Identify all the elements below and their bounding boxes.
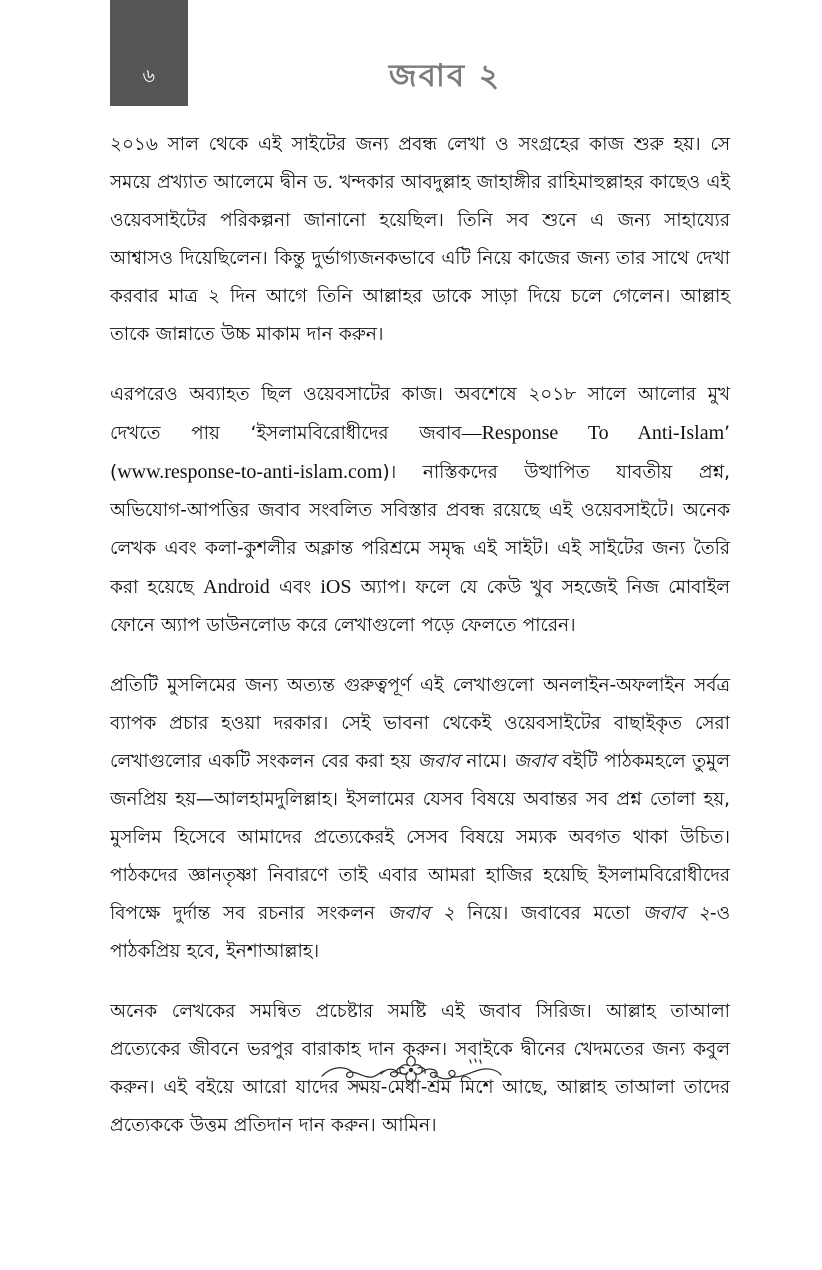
page-number: ৬ xyxy=(142,66,156,87)
text-run-bn: ’ ( xyxy=(110,423,731,483)
folio-block xyxy=(110,0,188,106)
text-run-latin: Android xyxy=(203,576,270,598)
text-run-bn: এরপরেও অব্যাহত ছিল ওয়েবসাটের কাজ। অবশেষে ২০১৮ সালে আলোর মুখ দেখতে পায় ‘ইসলামবিরোধীদের জবাব xyxy=(110,384,730,444)
text-run-bn: বইটি পাঠকমহলে তুমুল জনপ্রিয় হয়—আলহামদুলিল্লাহ। ইসলামের যেসব বিষয়ে অবান্তর সব প্রশ্ন তোলা হয়, মুসলিম হিসেবে আমাদের প্রত্যেকেরই সেসব বিষয়ে সম্যক অবগত থাকা উচিত। পাঠকদের জ্ঞানতৃষ্ণা নিবারণে তাই এবার আমরা হাজির হয়েছি ইসলামবিরোধীদের বিপক্ষে দুর্দান্ত সব রচনার সংকলন xyxy=(110,751,730,924)
text-run-latin: —Response To Anti-Islam xyxy=(461,422,725,444)
paragraph-3 xyxy=(110,667,730,971)
running-title-text: জবাব ২ xyxy=(388,58,502,94)
text-run-bn: প্রতিটি মুসলিমের জন্য অত্যন্ত গুরুত্বপূর্ণ এই লেখাগুলো অনলাইন-অফলাইন সর্বত্র ব্যাপক প্রচার হওয়া দরকার। সেই ভাবনা থেকেই ওয়েবসাইটের বাছাইকৃত সেরা লেখাগুলোর একটি সংকলন বের করা হয় xyxy=(110,675,730,772)
text-run-bn: ২০১৬ সাল থেকে এই সাইটের জন্য প্রবন্ধ লেখা ও সংগ্রহের কাজ শুরু হয়। সে সময়ে প্রখ্যাত আলেমে দ্বীন ড. খন্দকার আবদুল্লাহ জাহাঙ্গীর রাহিমাহুল্লাহর কাছেও এই ওয়েবসাইটের পরিকল্পনা জানানো হয়েছিল। তিনি সব শুনে এ জন্য সাহায্যের আশ্বাসও দিয়েছিলেন। কিন্তু দুর্ভাগ্যজনকভাবে এটি নিয়ে কাজের জন্য তার সাথে দেখা করবার মাত্র ২ দিন আগে তিনি আল্লাহর ডাকে সাড়া দিয়ে চলে গেলেন। আল্লাহ তাকে জান্নাতে উচ্চ মাকাম দান করুন। xyxy=(110,134,730,345)
text-run-bn-italic: জবাব xyxy=(513,751,556,772)
text-run-bn: -ও পাঠকপ্রিয় হবে, ইনশাআল্লাহ। xyxy=(110,903,731,962)
text-run-bn: নামে। xyxy=(459,751,514,772)
paragraph-1 xyxy=(110,126,730,354)
running-title xyxy=(300,0,590,106)
page-header xyxy=(0,0,822,106)
text-run-bn-italic: জবাব xyxy=(417,751,460,772)
body-text-column xyxy=(110,126,730,1145)
text-run-latin: www.response-to-anti-islam.com xyxy=(117,461,383,483)
section-divider xyxy=(0,1042,822,1098)
text-run-bn: অনেক লেখকের সমন্বিত প্রচেষ্টার সমষ্টি এই জবাব সিরিজ। আল্লাহ তাআলা প্রত্যেকের জীবনে ভরপুর বারাকাহ দান করুন। সবাইকে দ্বীনের খেদমতের জন্য কবুল করুন। এই বইয়ে আরো যাদের সময়-মেধা-শ্রম মিশে আছে, আল্লাহ তাআলা তাদের প্রত্যেককে উত্তম প্রতিদান দান করুন। আমিন। xyxy=(110,1001,730,1136)
text-run-bn: নিয়ে। জবাবের মতো xyxy=(454,903,643,924)
text-run-bn: এবং xyxy=(269,577,321,598)
text-run-bn: অ্যাপ। ফলে যে কেউ খুব সহজেই নিজ মোবাইল ফোনে অ্যাপ ডাউনলোড করে লেখাগুলো পড়ে ফেলতে পারেন। xyxy=(110,577,730,636)
text-run-latin: iOS xyxy=(320,576,352,598)
text-run-bn: )। নাস্তিকদের উত্থাপিত যাবতীয় প্রশ্ন, অভিযোগ-আপত্তির জবাব সংবলিত সবিস্তার প্রবন্ধ রয়েছে এই ওয়েবসাইটে। অনেক লেখক এবং কলা-কুশলীর অক্লান্ত পরিশ্রমে সমৃদ্ধ এই সাইট। এই সাইটের জন্য তৈরি করা হয়েছে xyxy=(110,462,730,598)
text-run-bn-italic: জবাব ২ xyxy=(642,903,710,924)
paragraph-2 xyxy=(110,376,730,645)
floral-divider-ornament xyxy=(318,1042,504,1098)
text-run-bn-italic: জবাব ২ xyxy=(387,903,455,924)
